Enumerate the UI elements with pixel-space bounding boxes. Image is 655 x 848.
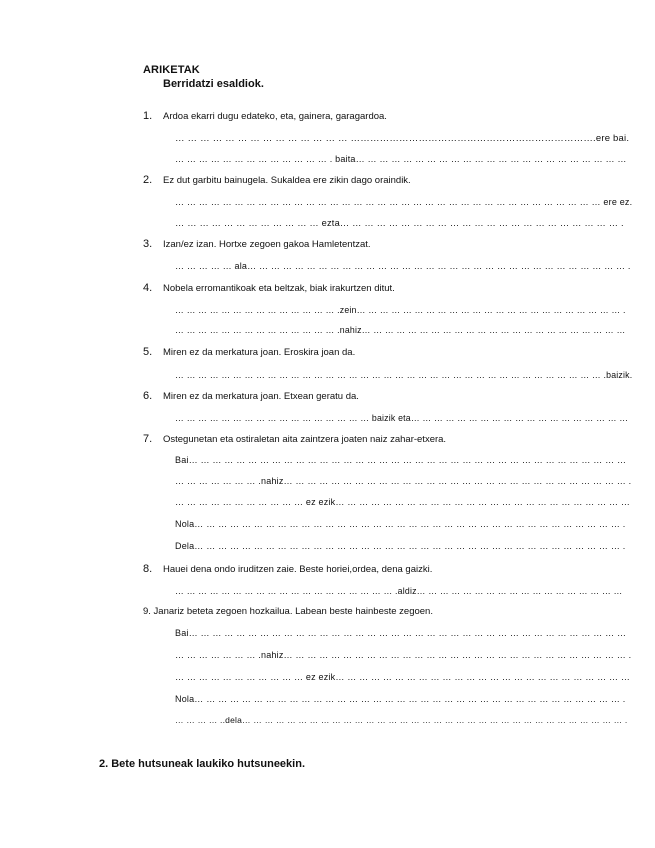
exercise-number-2: 2. <box>143 174 153 186</box>
exercise-prompt-8: Hauei dena ondo iruditzen zaie. Beste horiei,ordea, dena gaizki. <box>163 564 433 575</box>
answer-line[interactable]: … … … … … … … … … … … … … … … … … … … … … … … … … … … … … … … … … … … … ere ez. <box>175 197 633 207</box>
answer-line[interactable]: … … … … … … … … … … … … … … ………………………………………………………………….ere bai. <box>175 133 630 144</box>
exercise-number-8: 8. <box>143 563 153 575</box>
exercise-prompt-5: Miren ez da merkatura joan. Eroskira joan da. <box>163 347 356 358</box>
exercise-number-7: 7. <box>143 433 153 445</box>
answer-line[interactable]: … … … … … ala… … … … … … … … … … … … … … … … … … … … … … … … … … … … … … … … . <box>175 261 631 271</box>
exercise-number-3: 3. <box>143 238 153 250</box>
page-title: ARIKETAK <box>143 64 200 76</box>
exercise-number-4: 4. <box>143 282 153 294</box>
answer-line[interactable]: Nola… … … … … … … … … … … … … … … … … … … … … … … … … … … … … … … … … … … … . <box>175 694 626 704</box>
answer-line[interactable]: … … … … … … … … … … … ez ezik… … … … … … … … … … … … … … … … … … … … … … … … … <box>175 672 631 682</box>
exercise-prompt-3: Izan/ez izan. Hortxe zegoen gakoa Hamletentzat. <box>163 239 371 250</box>
exercise-number-6: 6. <box>143 390 153 402</box>
answer-line[interactable]: … … … … … … … … … … … … … … … … … baizik eta… … … … … … … … … … … … … … … … … … … <box>175 413 629 423</box>
exercise-number-1: 1. <box>143 110 153 122</box>
answer-line[interactable]: … … … … … … … .nahiz… … … … … … … … … … … … … … … … … … … … … … … … … … … … … . <box>175 476 632 486</box>
answer-line[interactable]: … … … … … … … .nahiz… … … … … … … … … … … … … … … … … … … … … … … … … … … … … . <box>175 650 632 660</box>
exercise-prompt-2: Ez dut garbitu bainugela. Sukaldea ere zikin dago oraindik. <box>163 175 411 186</box>
exercise-prompt-1: Ardoa ekarri dugu edateko, eta, gainera, garagardoa. <box>163 111 387 122</box>
exercise-prompt-4: Nobela erromantikoak eta beltzak, biak irakurtzen ditut. <box>163 283 395 294</box>
answer-line[interactable]: Bai… … … … … … … … … … … … … … … … … … … … … … … … … … … … … … … … … … … … … <box>175 628 627 638</box>
answer-line[interactable]: … … … … … … … … … … … … … … .nahiz… … … … … … … … … … … … … … … … … … … … … … … <box>175 325 626 335</box>
answer-line[interactable]: Nola… … … … … … … … … … … … … … … … … … … … … … … … … … … … … … … … … … … … . <box>175 519 626 529</box>
answer-line[interactable]: … … … … … … … … … … … … ezta… … … … … … … … … … … … … … … … … … … … … … … . <box>175 218 624 228</box>
answer-line[interactable]: … … … … … … … … … … … … … . baita… … … … … … … … … … … … … … … … … … … … … … … <box>175 154 627 164</box>
answer-line[interactable]: … … … … ..dela… … … … … … … … … … … … … … … … … … … … … … … … … … … … … … … … … … . <box>175 715 628 725</box>
answer-line[interactable]: … … … … … … … … … … … ez ezik… … … … … … … … … … … … … … … … … … … … … … … … … <box>175 497 631 507</box>
section-2-title: 2. Bete hutsuneak laukiko hutsuneekin. <box>99 758 305 770</box>
answer-line[interactable]: Bai… … … … … … … … … … … … … … … … … … … … … … … … … … … … … … … … … … … … … <box>175 455 627 465</box>
answer-line[interactable]: … … … … … … … … … … … … … … … … … … … .aldiz… … … … … … … … … … … … … … … … … … <box>175 586 623 596</box>
exercise-instruction: Berridatzi esaldiok. <box>163 78 264 90</box>
exercise-prompt-9: 9. Janariz beteta zegoen hozkailua. Labean beste hainbeste zegoen. <box>143 606 433 617</box>
answer-line[interactable]: … … … … … … … … … … … … … … … … … … … … … … … … … … … … … … … … … … … … … .baizik. <box>175 370 633 380</box>
exercise-prompt-6: Miren ez da merkatura joan. Etxean geratu da. <box>163 391 359 402</box>
exercise-number-5: 5. <box>143 346 153 358</box>
exercise-prompt-7: Ostegunetan eta ostiraletan aita zaintzera joaten naiz zahar-etxera. <box>163 434 447 445</box>
answer-line[interactable]: Dela… … … … … … … … … … … … … … … … … … … … … … … … … … … … … … … … … … … … . <box>175 541 626 551</box>
answer-line[interactable]: … … … … … … … … … … … … … … .zein… … … … … … … … … … … … … … … … … … … … … … … . <box>175 305 626 315</box>
